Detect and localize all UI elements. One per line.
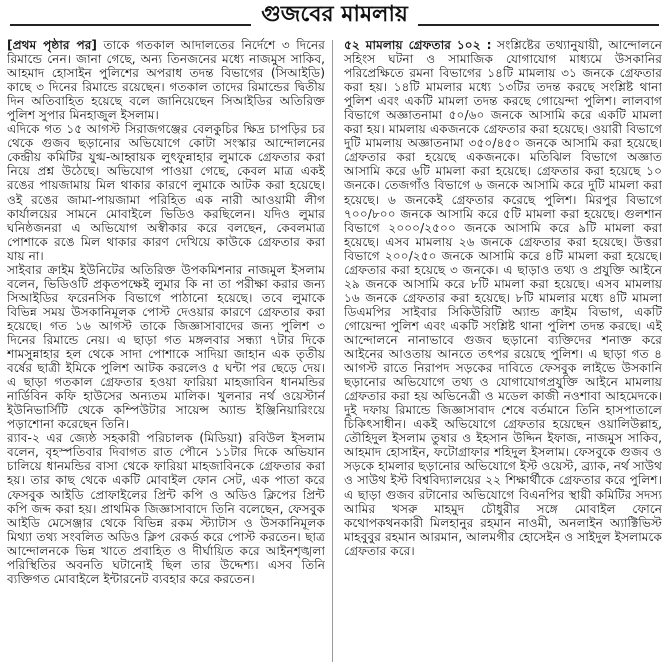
left-paragraph-3: সাইবার ক্রাইম ইউনিটের অতিরিক্ত উপকমিশনার নাজমুল ইসলাম বলেন, ভিডিওটি প্রকৃতপক্ষেই লুমার কি না তা পরীক্ষা করার জন্য সিআইডির ফরেনসিক বিভাগে পাঠানো হয়েছে। তবে লুমাকে বিভিন্ন সময় উসকানিমূলক পোস্ট দেওয়ার কারণে গ্রেফতার করা হয়েছে। গত ১৬ আগস্ট তাকে জিজ্ঞাসাবাদের জন্য পুলিশ ৩ দিনের রিমান্ডে নেয়। এ ছাড়া গত মঙ্গলবার সন্ধ্যা ৭টার দিকে শামসুন্নাহার হল থেকে সাদা পোশাকে সাদিয়া জাহান এক তৃতীয় বর্ষের ছাত্রী ইমিকে পুলিশ আটক করলেও ৫ ঘন্টা পর ছেড়ে দেয়। এ ছাড়া গতকাল গ্রেফতার হওয়া ফারিয়া মাহজাবিন ধানমন্ডির নার্ডিবিন কফি হাউসের অন্যতম মালিক। খুলনার নর্থ ওয়েস্টার্ন ইউনিভার্সিটি থেকে কম্পিউটার সায়েন্স অ্যান্ড ইঞ্জিনিয়ারিংয়ে পড়াশোনা করেছেন তিনি।: [7, 262, 325, 432]
header-title: গুজবের মামলায়: [251, 2, 418, 28]
left-paragraph-2: এদিকে গত ১৫ আগস্ট সিরাজগঞ্জের বেলকুচির ক্ষিদ্র চাপড়ির চর থেকে গুজব ছড়ানোর অভিযোগে কোটা সংস্কার আন্দোলনের কেন্দ্রীয় কমিটির যুগ্ম-আহ্বায়ক লুৎফুন্নাহার লুমাকে গ্রেফতার করা নিয়ে প্রশ্ন উঠেছে। অভিযোগ পাওয়া গেছে, কেবল মাত্র একই রঙের পায়জামায় মিল থাকার কারণে লুমাকে আটক করা হয়েছে। ওই রঙের জামা-পায়জামা পরিহিত এক নারী আওয়ামী লীগ কার্যালয়ের সামনে মোবাইলে ভিডিও করছিলেন। যদিও লুমার ঘনিষ্ঠজনরা এ অভিযোগ অস্বীকার করে বলছেন, কেবলমাত্র পোশাকে রঙে মিল থাকার কারণ দেখিয়ে কাউকে গ্রেফতার করা যায় না।: [7, 122, 325, 263]
left-paragraph-1: [7, 38, 325, 122]
article-body: [7, 38, 662, 666]
left-column: [7, 38, 325, 666]
section-header: [0, 0, 669, 30]
right-paragraph-1-text: সংশ্লিষ্টের তথ্যানুযায়ী, আন্দোলনে সহিংস ঘটনা ও সামাজিক যোগাযোগ মাধ্যমে উসকানির পরিপ্রেক্ষিতে রমনা বিভাগের ১৪টি মামলায় ৩১ জনকে গ্রেফতার করা হয়। ১৪টি মামলার মধ্যে ১৩টির তদন্ত করছে সংশ্লিষ্ট থানা পুলিশ এবং একটি মামলা তদন্ত করছে গোয়েন্দা পুলিশ। লালবাগ বিভাগে অজ্ঞাতনামা ৫০/৬০ জনকে আসামি করে একটি মামলা করা হয়। মামলায় একজনকে গ্রেফতার করা হয়েছে। ওয়ারী বিভাগে দুটি মামলায় অজ্ঞাতনামা ৩৫০/৪৫০ জনকে আসামি করা হয়েছে। গ্রেফতার করা হয়েছে একজনকে। মতিঝিল বিভাগে অজ্ঞাত আসামি করে ৬টি মামলা করা হয়েছে। গ্রেফতার করা হয়েছে ১০ জনকে। তেজগাঁও বিভাগে ৬ জনকে আসামি করে দুটি মামলা করা হয়েছে। ৬ জনকেই গ্রেফতার করেছে পুলিশ। মিরপুর বিভাগে ৭০০/৮০০ জনকে আসামি করে ৫টি মামলা করা হয়েছে। গুলশান বিভাগে ২০০০/২৫০০ জনকে আসামি করে ৯টি মামলা করা হয়েছে। এসব মামলায় ২৬ জনকে গ্রেফতার করা হয়েছে। উত্তরা বিভাগে ২০০/২৫০ জনকে আসামি করে ৪টি মামলা করা হয়েছে। গ্রেফতার করা হয়েছে ৩ জনকে। এ ছাড়াও তথ্য ও প্রযুক্তি আইনে ২৯ জনকে আসামি করে ৮টি মামলা করা হয়েছে। এসব মামলায় ১৬ জনকে গ্রেফতার করা হয়েছে। ৮টি মামলার মধ্যে ৪টি মামলা ডিএমপির সাইবার সিকিউরিটি অ্যান্ড ক্রাইম বিভাগ, একটি গোয়েন্দা পুলিশ এবং একটি সংশ্লিষ্ট থানা পুলিশ তদন্ত করছে। এই আন্দোলনে নানাভাবে গুজব ছড়ানো ব্যক্তিদের শনাক্ত করে আইনের আওতায় আনতে তৎপর রয়েছে পুলিশ। এ ছাড়া গত ৪ আগস্ট রাতে নিরাপদ সড়কের দাবিতে ফেসবুক লাইভে উসকানি ছড়ানোর অভিযোগে তথ্য ও যোগাযোগপ্রযুক্তি আইনে মামলায় গ্রেফতার করা হয় অভিনেত্রী ও মডেল কাজী নওশাবা আহমেদকে। দুই দফায় রিমান্ডে জিজ্ঞাসাবাদ শেষে বর্তমানে তিনি হাসপাতালে চিকিৎসাধীন। একই অভিযোগে গ্রেফতার হয়েছেন ওয়ালিউল্লাহ, তৌহিদুল ইসলাম তুষার ও ইহসান উদ্দিন ইফাজ, নাজমুস সাকিব, আহমাদ হোসাইন, ফটোগ্রাফার শহিদুল ইসলাম। ফেসবুকে গুজব ও সড়কে হামলার ছড়ানোর অভিযোগে ইস্ট ওয়েস্ট, ব্র্যাক, নর্থ সাউথ ও সাউথ ইস্ট বিশ্ববিদ্যালয়ের ২২ শিক্ষার্থীকে গ্রেফতার করে পুলিশ। এ ছাড়া গুজব রটানোর অভিযোগে বিএনপির স্থায়ী কমিটির সদস্য আমির খসরু মাহমুদ চৌধুরীর সঙ্গে মোবাইল ফোনে কথোপকথনকারী মিলহানুর রহমান নাওমী, অনলাইন অ্যাক্টিভিস্ট মাহবুবুর রহমান আরমান, আলমগীর হোসেইন ও সাইদুল ইসলামকে গ্রেফতার করে।: [344, 38, 662, 558]
right-column: [344, 38, 662, 666]
continuation-marker: [প্রথম পৃষ্ঠার পর]: [7, 38, 97, 52]
left-paragraph-1-text: তাকে গতকাল আদালতের নির্দেশে ৩ দিনের রিমান্ডে নেন। জানা গেছে, অন্য তিনজনের মধ্যে নাজমুস সাকিব, আহমাদ হোসাইন পুলিশের অপরাধ তদন্ত বিভাগের (সিআইডি) কাছে ৩ দিনের রিমান্ডে রয়েছেন। গতকাল তাদের রিমান্ডের দ্বিতীয় দিন অতিবাহিত হয়েছে বলে জানিয়েছেন সিআইডির অতিরিক্ত পুলিশ সুপার মিনহাজুল ইসলাম।: [7, 38, 325, 123]
right-paragraph-1: [344, 38, 662, 558]
left-paragraph-4: র‍্যাব-২ এর জ্যেষ্ঠ সহকারী পরিচালক (মিডিয়া) রবিউল ইসলাম বলেন, বৃহস্পতিবার দিবাগত রাত পৌনে ১১টার দিকে অভিযান চালিয়ে ধানমন্ডির বাসা থেকে ফারিয়া মাহজাবিনকে গ্রেফতার করা হয়। তার কাছ থেকে একটি মোবাইল ফোন সেট, এক পাতা করে ফেসবুক আইডি প্রোফাইলের প্রিন্ট কপি ও অডিও ক্লিপের প্রিন্ট কপি জব্দ করা হয়। প্রাথমিক জিজ্ঞাসাবাদে তিনি বলেছেন, ফেসবুক আইডি মেসেঞ্জার থেকে বিভিন্ন রকম স্ট্যাটাস ও উসকানিমূলক মিথ্যা তথ্য সংবলিত অডিও ক্লিপ রেকর্ড করে পোস্ট করতেন। ছাত্র আন্দোলনকে ভিন্ন খাতে প্রবাহিত ও দীর্ঘায়িত করে আইনশৃঙ্খলা পরিস্থিতির অবনতি ঘটানোই ছিল তার উদ্দেশ্য। এসব তিনি ব্যক্তিগত মোবাইলে ইন্টারনেট ব্যবহার করে করতেন।: [7, 431, 325, 586]
subheading: ৫২ মামলায় গ্রেফতার ১০২ :: [344, 38, 492, 52]
